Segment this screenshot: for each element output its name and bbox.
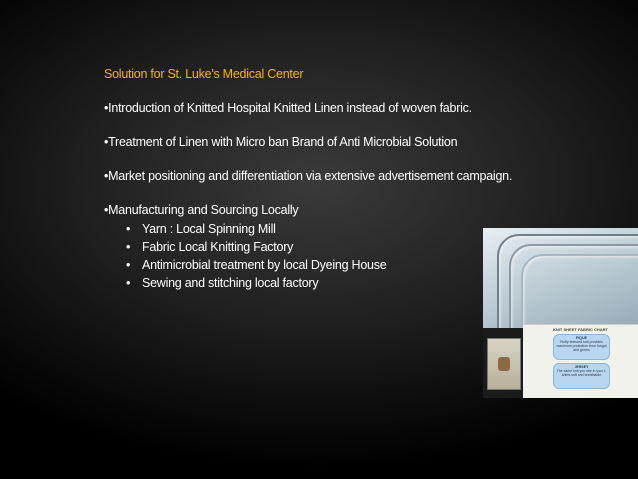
stand-box bbox=[487, 338, 521, 390]
display-stand-image bbox=[483, 328, 523, 398]
bullet-text: Treatment of Linen with Micro ban Brand of Anti Microbial Solution bbox=[108, 135, 458, 149]
bullet-text: Manufacturing and Sourcing Locally bbox=[108, 203, 299, 217]
jersey-card-text: The same knit you see in your t-shirts soft and breathable bbox=[556, 369, 607, 377]
sub-bullet-text: Yarn : Local Spinning Mill bbox=[142, 222, 276, 236]
bullet-marker: • bbox=[104, 169, 109, 183]
sub-bullet-text: Sewing and stitching local factory bbox=[142, 276, 319, 290]
knitted-linen-photo bbox=[483, 228, 638, 398]
sub-bullet-text: Antimicrobial treatment by local Dyeing House bbox=[142, 258, 387, 272]
folded-sheet-image bbox=[483, 228, 638, 328]
sub-bullet-marker: • bbox=[126, 276, 131, 290]
sub-bullet-marker: • bbox=[126, 222, 131, 236]
sub-bullet-text: Fabric Local Knitting Factory bbox=[142, 240, 294, 254]
fabric-chart-title: KNIT SHEET FABRIC CHART bbox=[553, 327, 608, 332]
pique-card-title: PIQUE bbox=[576, 336, 587, 340]
pique-card-text: Fluffy textured knit provides maximum protection from fungal and germs bbox=[556, 340, 607, 352]
slide-heading: Solution for St. Luke's Medical Center bbox=[104, 67, 304, 81]
bullet-item bbox=[104, 134, 574, 150]
sub-bullet-marker: • bbox=[126, 258, 131, 272]
bullet-text: Market positioning and differentiation via extensive advertisement campaign. bbox=[108, 169, 513, 183]
fabric-chart-card bbox=[523, 324, 638, 398]
bullet-marker: • bbox=[104, 203, 109, 217]
bullet-item bbox=[104, 168, 574, 184]
bullet-item bbox=[104, 202, 574, 218]
jersey-card-title: JERSEY bbox=[574, 365, 589, 369]
bullet-marker: • bbox=[104, 101, 109, 115]
bullet-marker: • bbox=[104, 135, 109, 149]
pique-card bbox=[553, 334, 610, 360]
sub-bullet-marker: • bbox=[126, 240, 131, 254]
stand-knob bbox=[498, 357, 510, 371]
jersey-card bbox=[553, 363, 610, 389]
bullet-text: Introduction of Knitted Hospital Knitted Linen instead of woven fabric. bbox=[108, 101, 472, 115]
bullet-item bbox=[104, 100, 574, 116]
